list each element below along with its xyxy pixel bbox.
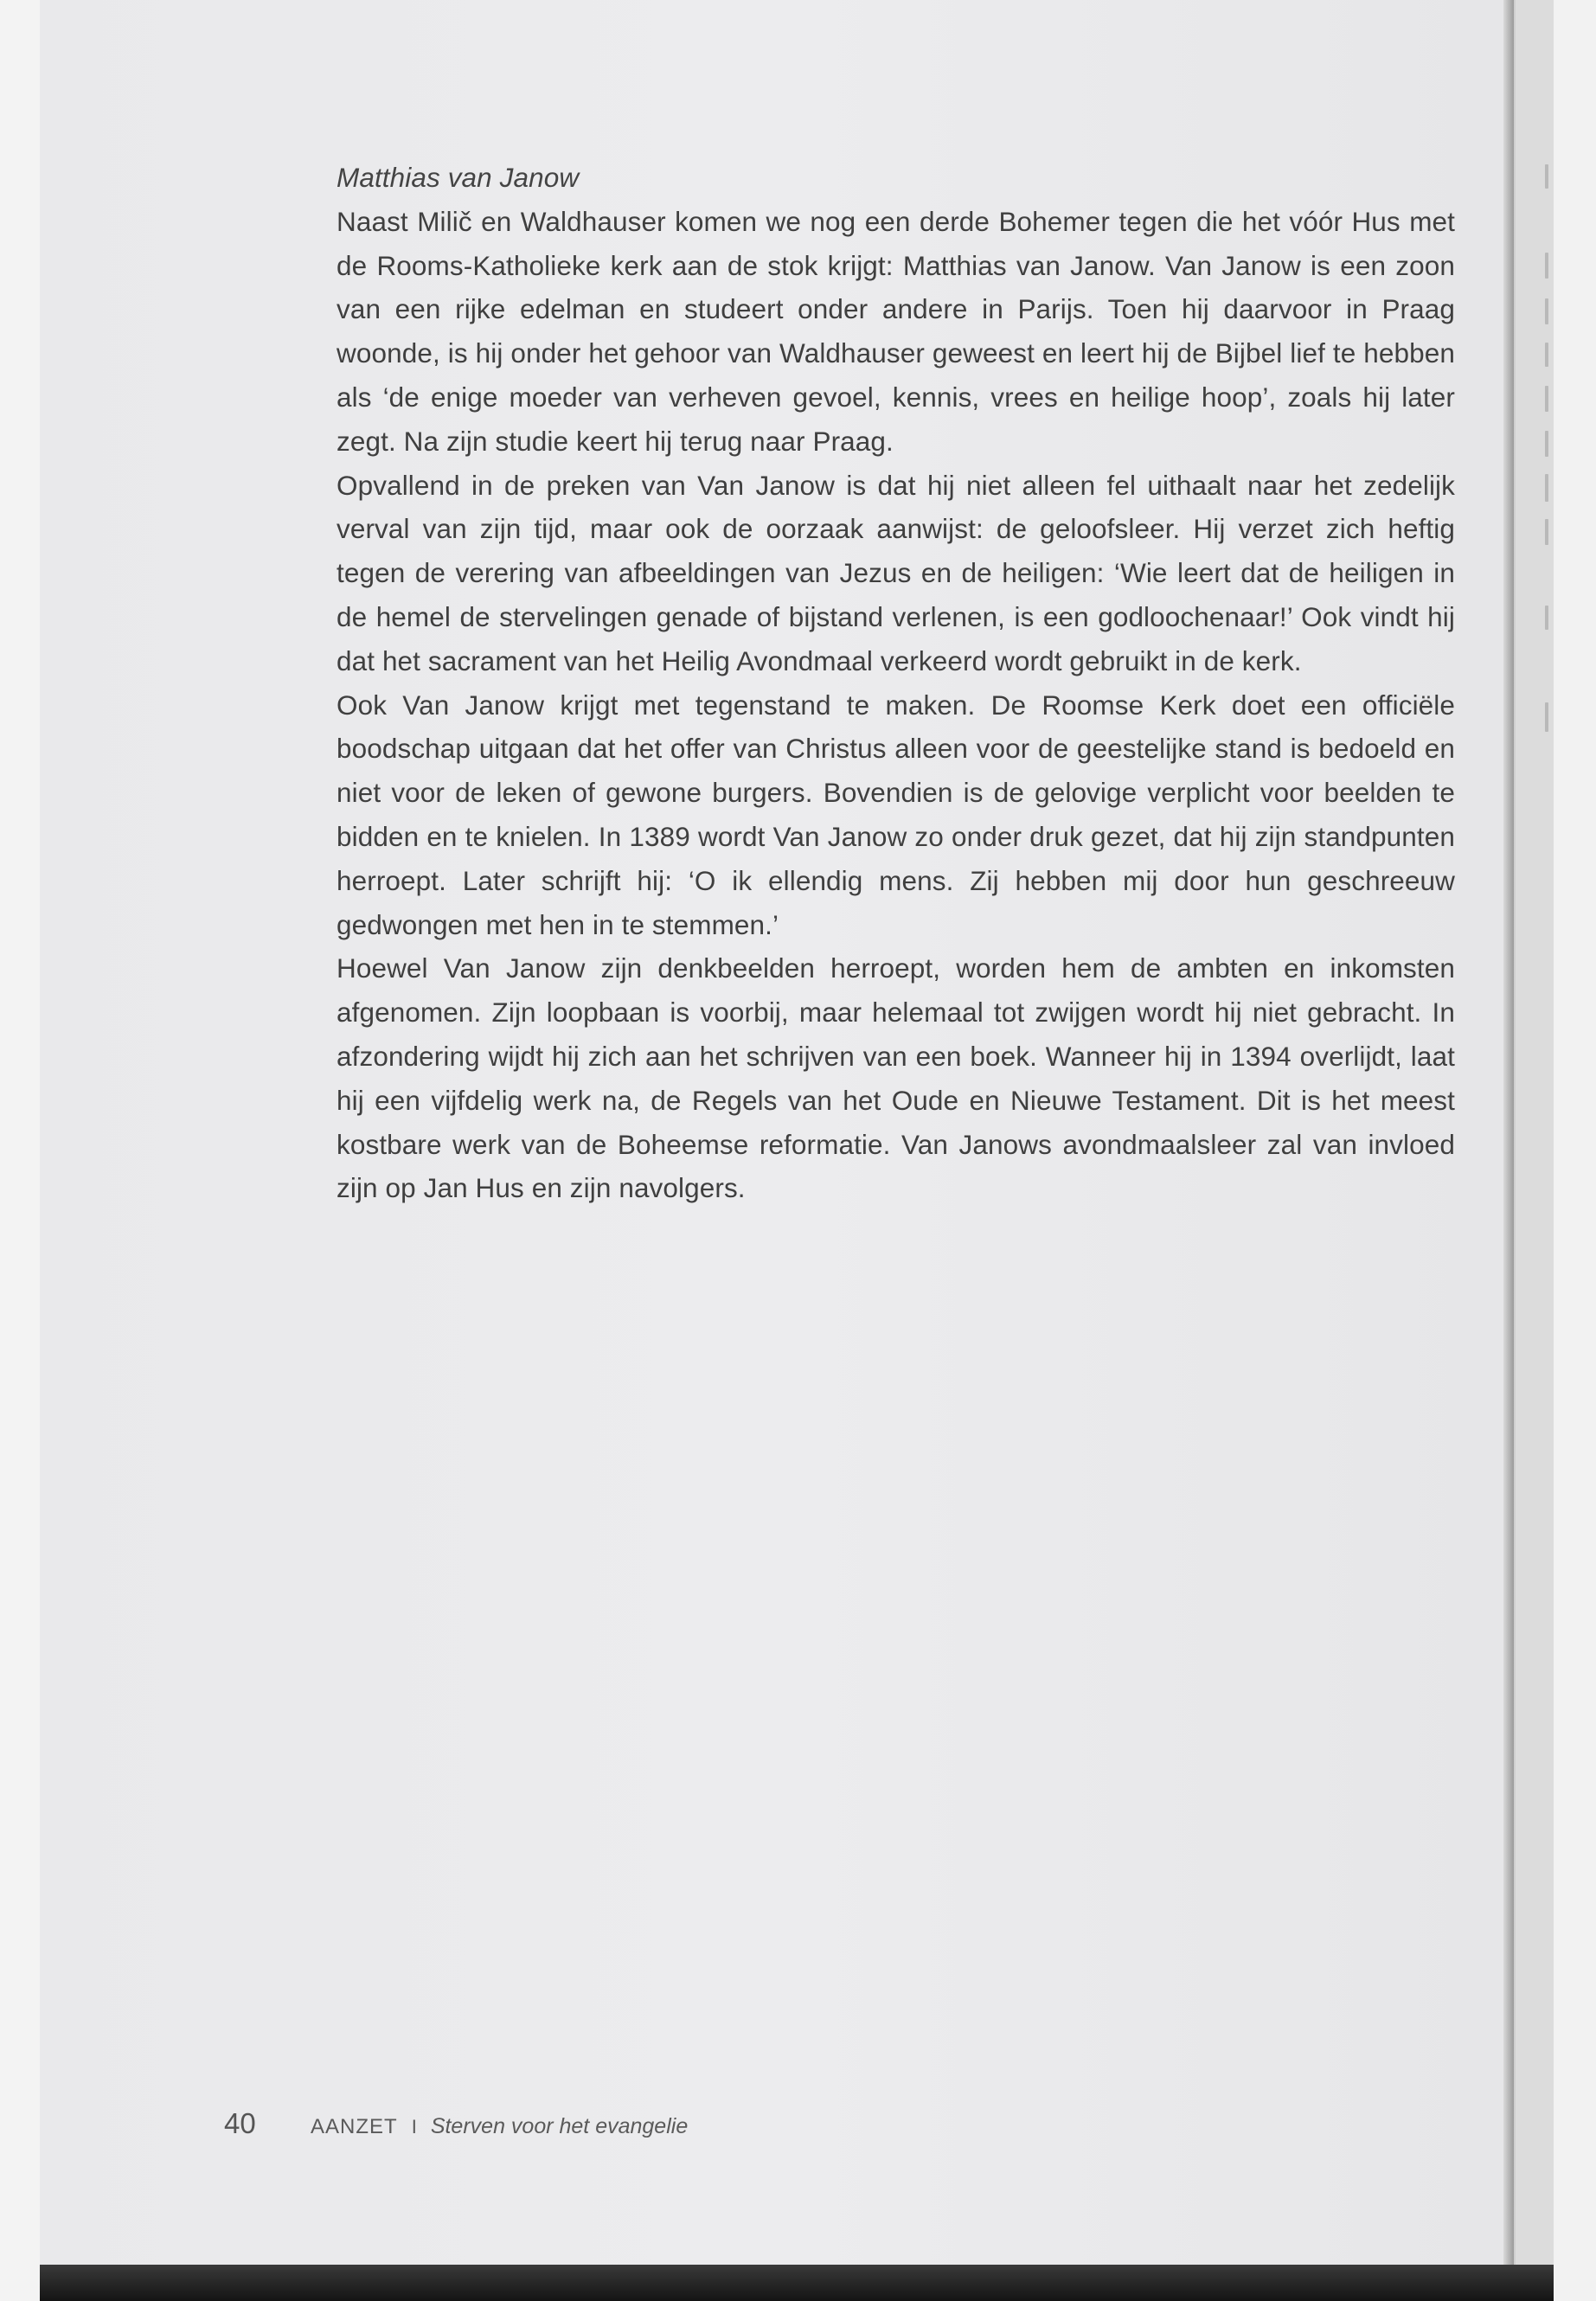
paragraph: Naast Milič en Waldhauser komen we nog een derde Bohemer tegen die het vóór Hus met de Rooms-Katholieke kerk aan de stok krijgt: Matthias van Janow. Van Janow is een zoon van een rijke edelman en studeert onder andere in Parijs. Toen hij daarvoor in Praag woonde, is hij onder het gehoor van Waldhauser geweest en leert hij de Bijbel lief te hebben als ‘de enige moeder van verheven gevoel, kennis, vrees en heilige hoop’, zoals hij later zegt. Na zijn studie keert hij terug naar Praag.	[337, 205, 1455, 457]
book-binding-edge	[40, 2265, 1554, 2301]
adjacent-page-text-fragment	[1545, 343, 1548, 367]
paragraph: Ook Van Janow krijgt met tegenstand te maken. De Roomse Kerk doet een officiële boodschap uitgaan dat het offer van Christus alleen voor de geestelijke stand is bedoeld en niet voor de leken of gewone burgers. Bovendien is de gelovige verplicht voor beelden te bidden en te knielen. In 1389 wordt Van Janow zo onder druk gezet, dat hij zijn standpunten herroept. Later schrijft hij: ‘O ik ellendig mens. Zij hebben mij door hun geschreeuw gedwongen met hen in te stemmen.’	[337, 689, 1455, 940]
adjacent-page-text-fragment	[1545, 253, 1548, 279]
book-title: Sterven voor het evangelie	[430, 2114, 689, 2138]
adjacent-page-text-fragment	[1545, 702, 1548, 732]
series-name: AANZET	[311, 2115, 398, 2138]
paragraph: Opvallend in de preken van Van Janow is dat hij niet alleen fel uithaalt naar het zedelijk verval van zijn tijd, maar ook de oorzaak aanwijst: de geloofsleer. Hij verzet zich heftig tegen de verering van afbeeldingen van Jezus en de heiligen: ‘Wie leert dat de heiligen in de hemel de stervelingen genade of bijstand verlenen, is een godloochenaar!’ Ook vindt hij dat het sacrament van het Heilig Avondmaal verkeerd wordt gebruikt in de kerk.	[337, 469, 1455, 676]
paragraph: Hoewel Van Janow zijn denkbeelden herroept, worden hem de ambten en inkomsten afgenomen. Zijn loopbaan is voorbij, maar helemaal tot zwijgen wordt hij niet gebracht. In afzondering wijdt hij zich aan het schrijven van een boek. Wanneer hij in 1394 overlijdt, laat hij een vijfdelig werk na, de Regels van het Oude en Nieuwe Testament. Dit is het meest kostbare werk van de Boheemse reformatie. Van Janows avondmaalsleer zal van invloed zijn op Jan Hus en zijn navolgers.	[337, 952, 1455, 1204]
footer-separator: I	[411, 2116, 417, 2138]
section-title: Matthias van Janow	[337, 162, 580, 193]
page-number: 40	[224, 2107, 256, 2139]
spine-shadow	[1503, 0, 1514, 2265]
adjacent-page-text-fragment	[1545, 606, 1548, 630]
adjacent-page-text-fragment	[1545, 386, 1548, 412]
scan-left-margin	[0, 0, 40, 2301]
scan-right-margin	[1554, 0, 1596, 2301]
adjacent-page-sliver	[1514, 0, 1555, 2265]
page-footer	[224, 2107, 688, 2147]
adjacent-page-text-fragment	[1545, 431, 1548, 457]
adjacent-page-text-fragment	[1545, 164, 1548, 189]
book-page	[40, 0, 1509, 2265]
adjacent-page-text-fragment	[1545, 519, 1548, 545]
adjacent-page-text-fragment	[1545, 298, 1548, 324]
body-text	[337, 156, 1455, 1210]
adjacent-page-text-fragment	[1545, 474, 1548, 502]
